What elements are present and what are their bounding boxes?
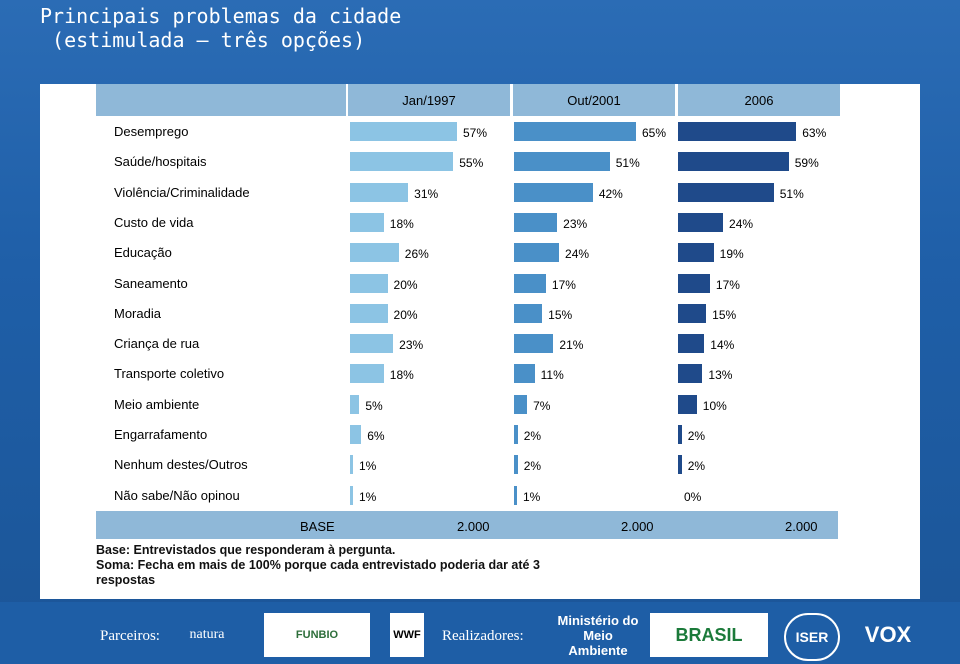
- data-label: 0%: [684, 490, 702, 504]
- data-label: 10%: [702, 399, 727, 413]
- ministerio-logo: Ministério do Meio Ambiente: [557, 613, 639, 657]
- wwf-logo: WWF: [390, 613, 424, 657]
- iser-logo: ISER: [784, 613, 840, 661]
- bar: [350, 364, 384, 383]
- row-label: Violência/Criminalidade: [114, 185, 250, 200]
- bar: [514, 455, 518, 474]
- row-label: Criança de rua: [114, 336, 200, 351]
- column-header-out2001: Out/2001: [513, 84, 675, 116]
- bar: [678, 395, 697, 414]
- data-label: 1%: [523, 490, 541, 504]
- bar: [350, 395, 359, 414]
- data-label: 15%: [548, 308, 573, 322]
- bar: [350, 122, 457, 141]
- data-label: 59%: [794, 156, 819, 170]
- bar: [350, 183, 408, 202]
- data-label: 5%: [365, 399, 383, 413]
- bar: [678, 425, 682, 444]
- natura-logo: natura: [189, 627, 225, 642]
- bar: [514, 395, 527, 414]
- bar: [678, 152, 789, 171]
- bar: [514, 304, 542, 323]
- data-label: 23%: [399, 338, 424, 352]
- bar: [678, 122, 796, 141]
- bar: [678, 364, 702, 383]
- bar: [678, 304, 706, 323]
- bar: [514, 183, 593, 202]
- base-label: BASE: [300, 519, 335, 534]
- row-label: Transporte coletivo: [114, 366, 225, 381]
- title-line-2: (estimulada – três opções): [40, 28, 366, 52]
- data-label: 42%: [598, 187, 623, 201]
- bar: [678, 455, 682, 474]
- data-label: 20%: [393, 308, 418, 322]
- data-label: 18%: [389, 368, 414, 382]
- bar: [678, 274, 710, 293]
- footnotes: [96, 543, 588, 588]
- data-label: 51%: [779, 187, 804, 201]
- bar: [350, 213, 384, 232]
- bar: [514, 152, 610, 171]
- data-label: 23%: [563, 217, 588, 231]
- base-value-jan1997: 2.000: [457, 519, 490, 534]
- data-label: 6%: [367, 429, 385, 443]
- bar: [514, 486, 517, 505]
- bar: [350, 486, 353, 505]
- bar: [350, 455, 353, 474]
- data-label: 26%: [404, 247, 429, 261]
- vox-logo: VOX: [864, 622, 912, 647]
- data-label: 51%: [615, 156, 640, 170]
- bar: [350, 425, 361, 444]
- base-value-out2001: 2.000: [621, 519, 654, 534]
- data-label: 20%: [393, 278, 418, 292]
- bar: [350, 152, 453, 171]
- title-line-1: Principais problemas da cidade: [40, 4, 402, 28]
- row-label: Meio ambiente: [114, 397, 200, 412]
- data-label: 19%: [719, 247, 744, 261]
- bar: [678, 243, 714, 262]
- data-label: 17%: [551, 278, 576, 292]
- data-label: 2%: [687, 429, 706, 443]
- bar: [514, 274, 546, 293]
- data-label: 15%: [712, 308, 737, 322]
- bar: [514, 122, 636, 141]
- data-label: 1%: [359, 490, 377, 504]
- row-label: Educação: [114, 245, 172, 260]
- data-label: 2%: [523, 459, 542, 473]
- organizers-label: Realizadores:: [442, 628, 524, 644]
- header-blank: [96, 84, 346, 116]
- base-value-2006: 2.000: [785, 519, 818, 534]
- data-label: 1%: [359, 459, 377, 473]
- data-label: 63%: [802, 126, 827, 140]
- data-label: 24%: [729, 217, 754, 231]
- row-label: Moradia: [114, 306, 161, 321]
- slide-title: [40, 4, 401, 52]
- footnote-soma: Soma: Fecha em mais de 100% porque cada entrevistado poderia dar até 3 respostas: [96, 558, 540, 587]
- data-label: 11%: [540, 368, 564, 382]
- brasil-logo: BRASIL: [650, 613, 768, 657]
- data-label: 21%: [559, 338, 584, 352]
- data-label: 2%: [687, 459, 706, 473]
- bar: [514, 425, 518, 444]
- row-label: Saneamento: [114, 276, 188, 291]
- bar: [350, 243, 399, 262]
- partners-label: Parceiros:: [100, 628, 160, 644]
- bar: [514, 334, 553, 353]
- row-label: Nenhum destes/Outros: [114, 457, 248, 472]
- data-label: 65%: [642, 126, 667, 140]
- data-label: 55%: [459, 156, 484, 170]
- data-label: 7%: [533, 399, 551, 413]
- data-label: 2%: [523, 429, 542, 443]
- data-label: 13%: [708, 368, 733, 382]
- column-header-2006: 2006: [678, 84, 840, 116]
- data-label: 18%: [389, 217, 414, 231]
- bar: [350, 274, 388, 293]
- row-label: Desemprego: [114, 124, 189, 139]
- bar: [678, 334, 704, 353]
- data-label: 14%: [710, 338, 735, 352]
- footnote-base: Base: Entrevistados que responderam à pergunta.: [96, 543, 396, 557]
- data-label: 17%: [715, 278, 740, 292]
- data-label: 31%: [414, 187, 439, 201]
- funbio-logo: FUNBIO: [264, 613, 370, 657]
- row-label: Engarrafamento: [114, 427, 208, 442]
- data-label: 24%: [565, 247, 590, 261]
- row-label: Custo de vida: [114, 215, 194, 230]
- bar: [350, 304, 388, 323]
- row-label: Não sabe/Não opinou: [114, 488, 240, 503]
- bar: [678, 183, 774, 202]
- bar: [350, 334, 393, 353]
- column-header-jan1997: Jan/1997: [348, 84, 510, 116]
- bar: [514, 364, 535, 383]
- row-label: Saúde/hospitais: [114, 154, 207, 169]
- bar: [514, 243, 559, 262]
- data-label: 57%: [462, 126, 488, 140]
- bar: [678, 213, 723, 232]
- bar: [514, 213, 557, 232]
